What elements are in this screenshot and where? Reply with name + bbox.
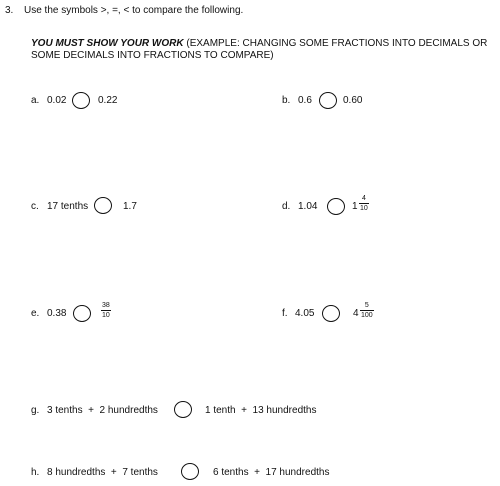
problem-a-answer-circle[interactable] (72, 92, 90, 109)
problem-c-answer-circle[interactable] (94, 197, 112, 214)
question-number: 3. (5, 5, 14, 16)
problem-e-left: 0.38 (47, 308, 67, 319)
problem-e-right-fraction (101, 302, 111, 319)
problem-d-right-numerator: 4 (359, 195, 369, 204)
problem-e-right-denominator: 10 (102, 312, 110, 319)
problem-g-left: 3 tenths + 2 hundredths (47, 405, 158, 416)
problem-e-right-numerator: 38 (102, 302, 110, 309)
problem-h-right: 6 tenths + 17 hundredths (213, 467, 330, 478)
problem-e-label: e. (31, 308, 40, 319)
problem-h-left: 8 hundredths + 7 tenths (47, 467, 158, 478)
problem-d-answer-circle[interactable] (327, 198, 345, 215)
problem-b-answer-circle[interactable] (319, 92, 337, 109)
problem-a-right: 0.22 (98, 95, 118, 106)
problem-g-answer-circle[interactable] (174, 401, 192, 418)
problem-d-right-whole: 1 (352, 201, 358, 212)
problem-b-label: b. (282, 95, 291, 106)
problem-d-label: d. (282, 201, 291, 212)
problem-f-label: f. (282, 308, 288, 319)
problem-d-left: 1.04 (298, 201, 318, 212)
problem-h-label: h. (31, 467, 40, 478)
problem-g-right: 1 tenth + 13 hundredths (205, 405, 317, 416)
problem-f-right-whole: 4 (353, 308, 359, 319)
problem-f-answer-circle[interactable] (322, 305, 340, 322)
problem-f-left: 4.05 (295, 308, 315, 319)
problem-a-left: 0.02 (47, 95, 67, 106)
problem-e-answer-circle[interactable] (73, 305, 91, 322)
problem-g-label: g. (31, 405, 40, 416)
problem-a-label: a. (31, 95, 40, 106)
problem-c-right: 1.7 (123, 201, 137, 212)
question-prompt: Use the symbols >, =, < to compare the following. (24, 5, 244, 16)
problem-f-right-denominator: 100 (361, 312, 373, 319)
problem-c-label: c. (31, 201, 39, 212)
problem-f-right-numerator: 5 (360, 302, 374, 311)
problem-b-left: 0.6 (298, 95, 312, 106)
instruction-line-2: SOME DECIMALS INTO FRACTIONS TO COMPARE) (31, 50, 274, 61)
problem-b-right: 0.60 (343, 95, 363, 106)
problem-f-right-fraction (360, 302, 374, 319)
problem-h-answer-circle[interactable] (181, 463, 199, 480)
problem-d-right-fraction (359, 195, 369, 212)
instruction-line-1 (31, 38, 487, 50)
problem-d-right-denominator: 10 (360, 205, 368, 212)
problem-c-left: 17 tenths (47, 201, 89, 212)
instruction-emphasis: YOU MUST SHOW YOUR WORK (31, 38, 184, 49)
instruction-text: (EXAMPLE: CHANGING SOME FRACTIONS INTO DECIMALS OR (183, 38, 488, 49)
